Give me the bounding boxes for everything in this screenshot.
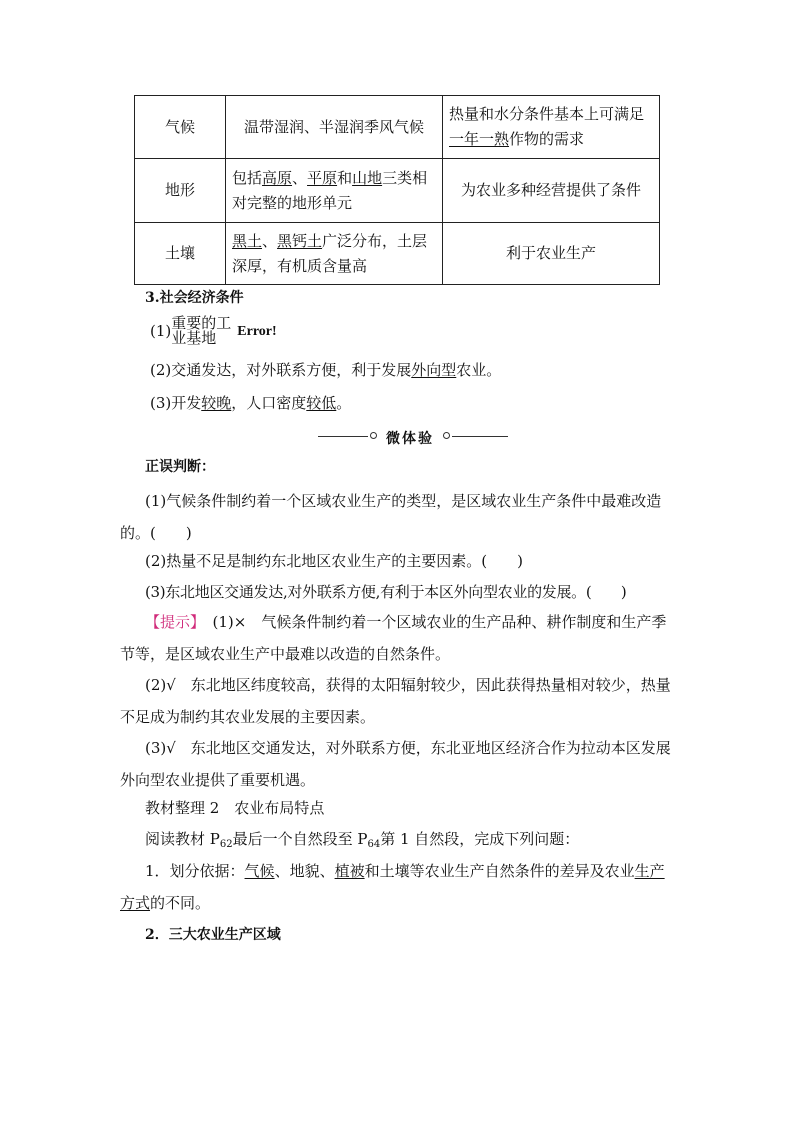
text: (2)交通发达，对外联系方便，利于发展: [150, 361, 412, 379]
judge-heading: 正误判断：: [145, 459, 215, 475]
underlined-text: 黑土: [232, 231, 263, 250]
text: 热量和水分条件基本上可满足: [449, 105, 645, 123]
section2-reading: [145, 828, 675, 856]
text: 阅读教材 P: [145, 830, 220, 848]
divider-dot: [443, 432, 450, 439]
underlined-text: 一年一熟: [449, 130, 510, 148]
judge-question-1: (1)气候条件制约着一个区域农业生产的类型，是区域农业生产条件中最难改造的。( ): [120, 492, 662, 542]
section-divider: [318, 430, 508, 447]
text: 的不同。: [150, 894, 211, 912]
stacked-bottom: 业基地: [171, 329, 217, 347]
text: ，人口密度: [231, 394, 307, 412]
table-cell-factor: 地形: [135, 159, 226, 223]
text: 作物的需求: [509, 130, 585, 148]
subscript: 62: [219, 839, 233, 850]
table-row: [135, 159, 660, 223]
underlined-text: 高原: [262, 168, 293, 187]
text: (1)× 气候条件制约着一个区域农业的生产品种、耕作制度和生产季节等，是区域农业生产中最难以改造的自然条件。: [120, 613, 667, 663]
social-item-3: [150, 392, 670, 414]
hint-answer-2: (2)√ 东北地区纬度较高，获得的太阳辐射较少，因此获得热量相对较少，热量不足成为制约其农业发展的主要因素。: [120, 676, 671, 726]
error-text: Error!: [237, 324, 277, 339]
text: 最后一个自然段至 P: [232, 830, 368, 848]
text: 、: [262, 231, 278, 250]
underlined-text: 黑钙土: [277, 231, 323, 250]
section2-item-2: 2．三大农业生产区域: [145, 927, 281, 943]
text: 农业。: [456, 361, 502, 379]
text: 、地貌、: [274, 862, 335, 880]
divider-dot: [370, 432, 377, 439]
text: 第 1 自然段，完成下列问题：: [380, 830, 580, 848]
underlined-text: 山地: [352, 168, 383, 187]
table-cell-factor: 气候: [135, 96, 226, 159]
table-cell-factor: 土壤: [135, 223, 226, 285]
table-row: [135, 223, 660, 285]
table-cell-effect: 为农业多种经营提供了条件: [443, 159, 660, 223]
underlined-text: 外向型: [411, 361, 457, 379]
table-cell-effect: 利于农业生产: [443, 223, 660, 285]
item-number: (1): [150, 322, 172, 340]
text: 、: [292, 168, 308, 187]
table-cell-content: 温带湿润、半湿润季风气候: [226, 96, 443, 159]
divider-line: [452, 436, 508, 437]
text: 三类相对完整的地形单元: [232, 168, 428, 212]
divider-label: 微体验: [386, 431, 434, 447]
hint-answer-1: [120, 606, 676, 670]
judge-question-2: (2)热量不足是制约东北地区农业生产的主要因素。( ): [145, 552, 523, 570]
table-row: [135, 96, 660, 159]
table-cell-content: [226, 223, 443, 285]
table-cell-effect: [443, 96, 660, 159]
stacked-top: 重要的工: [171, 314, 232, 332]
section2-basis: [120, 855, 676, 919]
text: 和: [337, 168, 353, 187]
underlined-text: 较晚: [201, 394, 232, 412]
section-heading-social: 3.社会经济条件: [145, 290, 244, 306]
underlined-text: 平原: [307, 168, 338, 187]
text: 和土壤等农业生产自然条件的差异及农业: [364, 862, 635, 880]
subscript: 64: [367, 839, 381, 850]
stacked-text: [171, 316, 231, 346]
text: (3)开发: [150, 394, 202, 412]
text: 1．划分依据：: [145, 862, 245, 880]
judge-question-3: (3)东北地区交通发达,对外联系方便,有利于本区外向型农业的发展。( ): [145, 583, 627, 601]
text: 广泛分布，土层深厚，有机质含量高: [232, 231, 428, 275]
underlined-text: 植被: [334, 862, 365, 880]
hint-answer-3: (3)√ 东北地区交通发达，对外联系方便，东北亚地区经济合作为拉动本区发展外向型农业提供了重要机遇。: [120, 739, 671, 789]
text: 包括: [232, 168, 263, 187]
section2-title: 教材整理 2 农业布局特点: [145, 799, 325, 817]
natural-conditions-table: [134, 95, 660, 285]
table-cell-content: [226, 159, 443, 223]
underlined-text: 气候: [244, 862, 275, 880]
underlined-text: 较低: [306, 394, 337, 412]
divider-line: [318, 436, 368, 437]
text: 。: [336, 394, 352, 412]
underlined-text: 生产方式: [120, 862, 665, 912]
hint-label: 【提示】: [145, 613, 198, 631]
social-item-2: [150, 359, 670, 381]
social-item-1: [150, 316, 550, 346]
